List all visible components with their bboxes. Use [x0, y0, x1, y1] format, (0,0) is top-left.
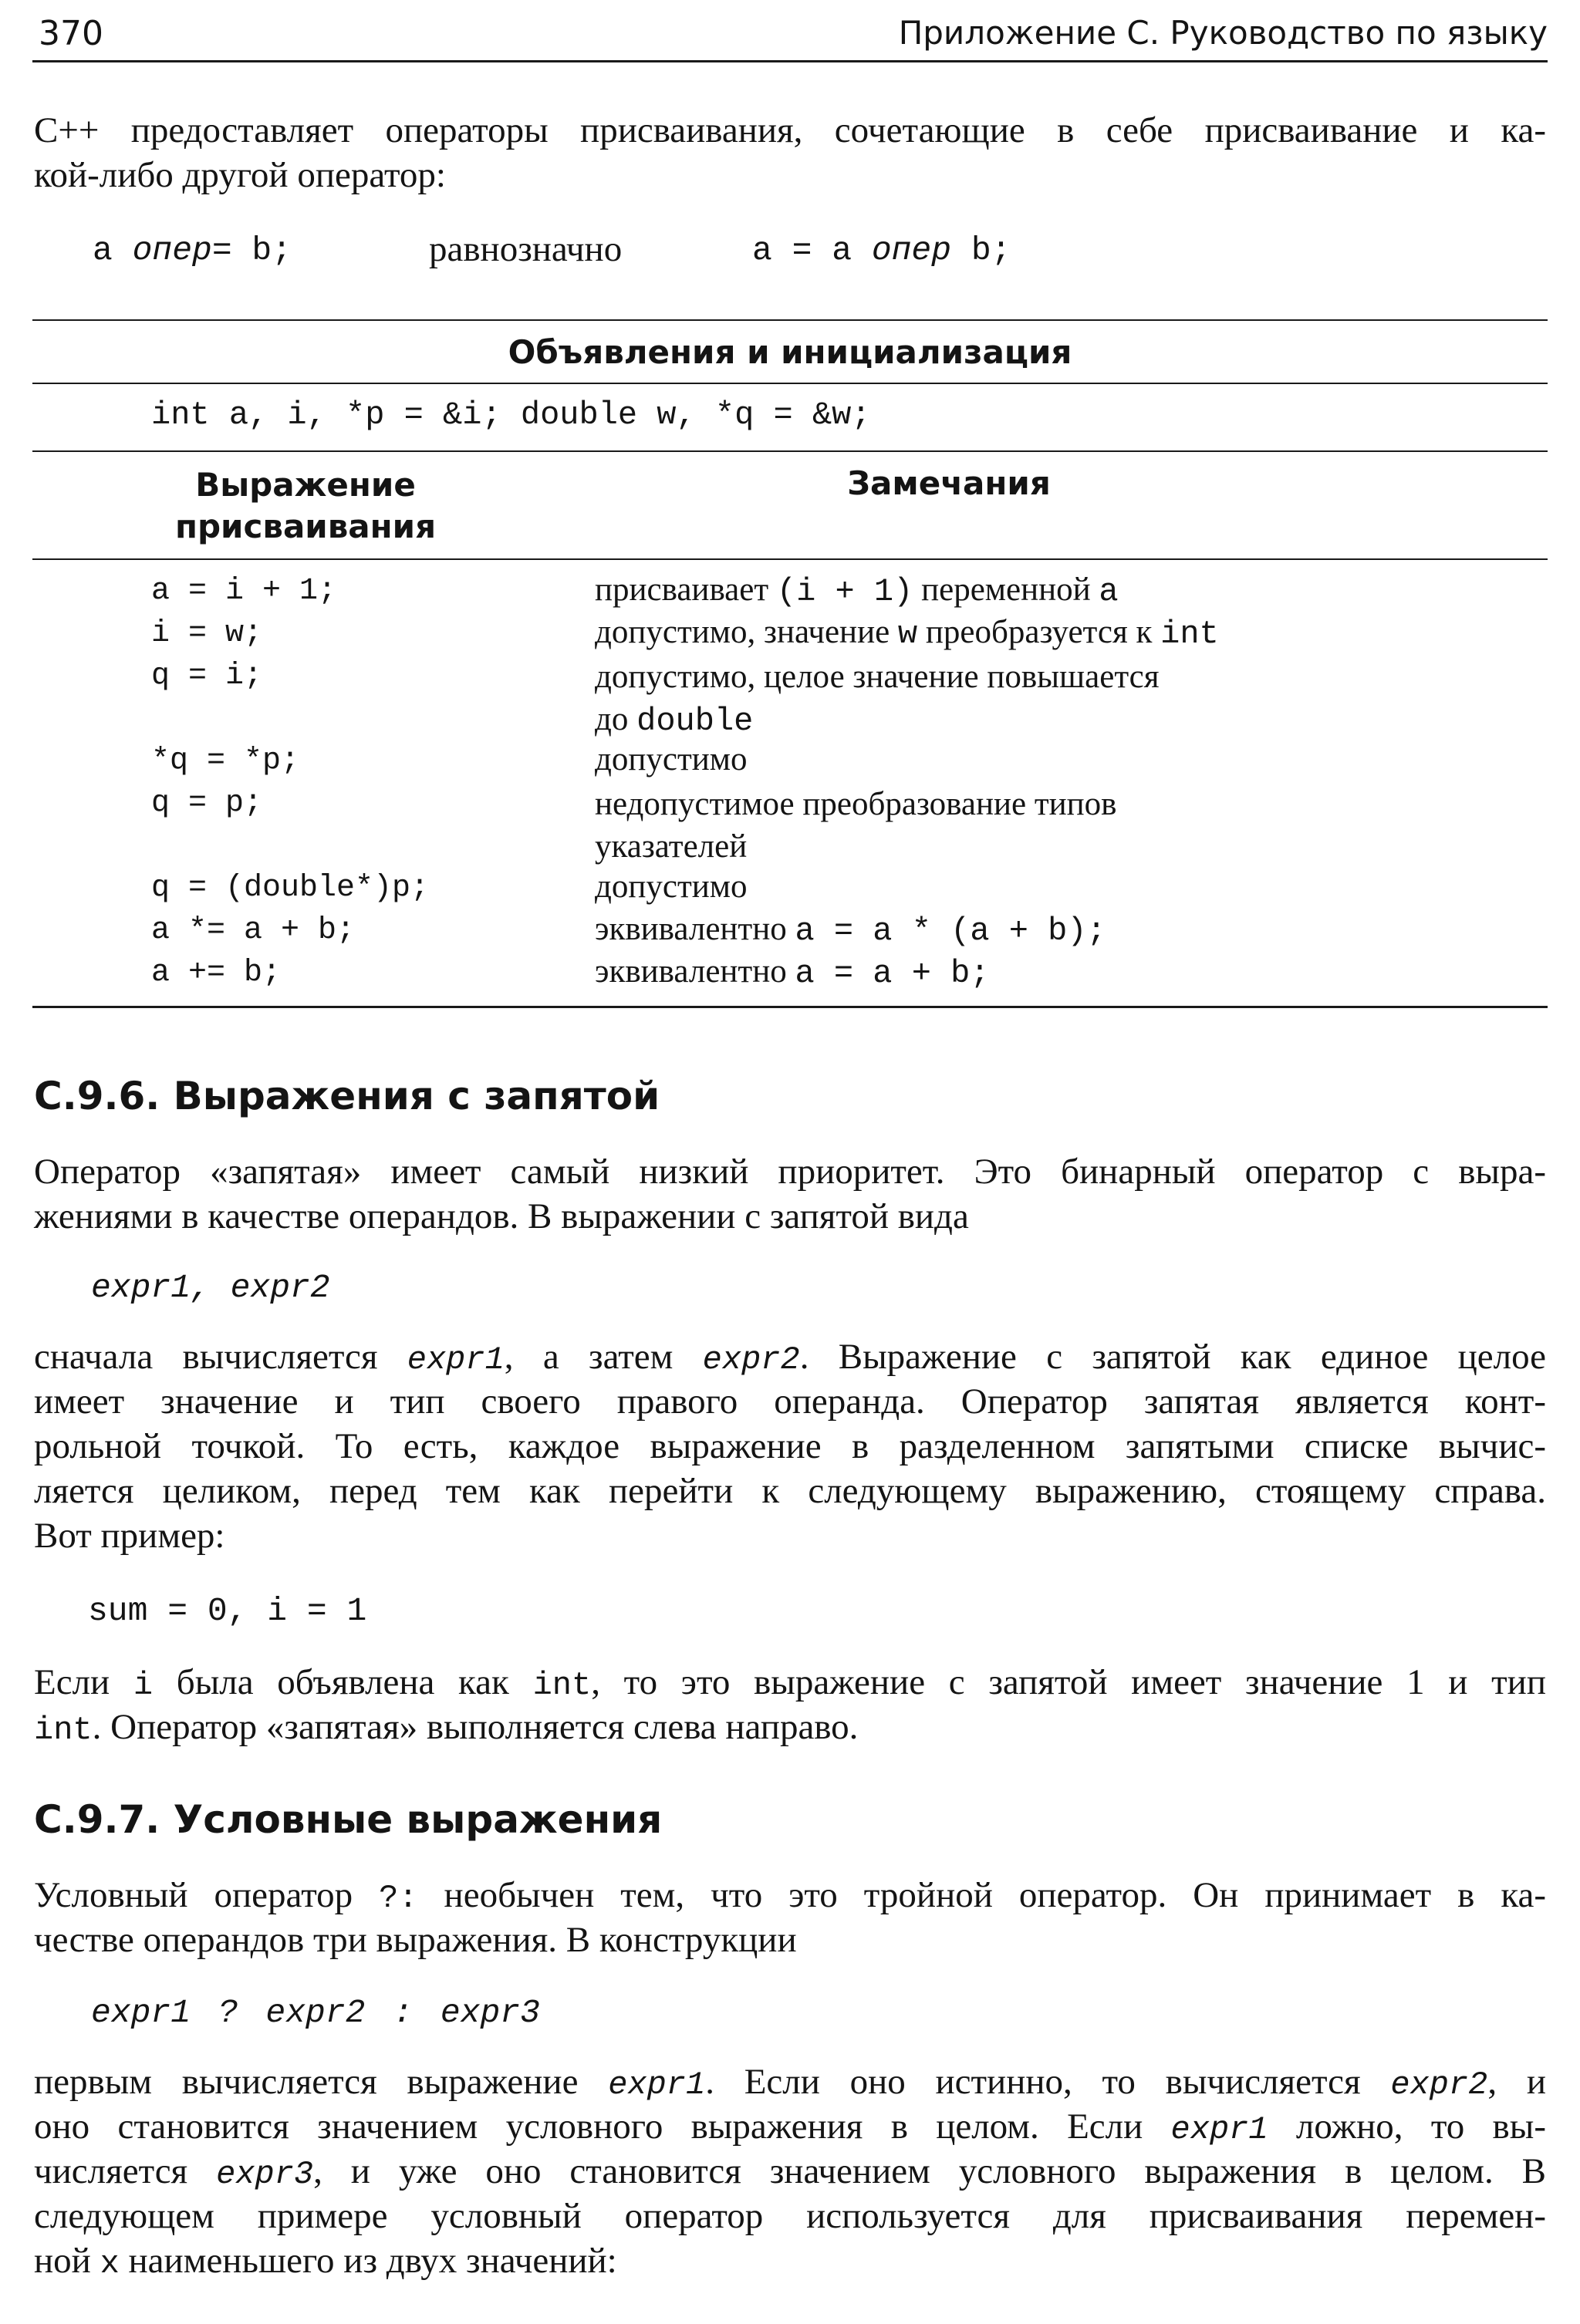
- c97-p2-line-5: ной x наименьшего из двух значений:: [34, 2241, 617, 2282]
- c96-p3-line-1: Если i была объявлена как int, то это выражение с запятой имеет значение 1 и тип: [34, 1662, 1546, 1704]
- c97-p2-line-2: оно становится значением условного выражения в целом. Если expr1 ложно, то вы-: [34, 2106, 1546, 2148]
- c97-p2-line-1: первым вычисляется выражение expr1. Если оно истинно, то вычисляется expr2, и: [34, 2062, 1546, 2103]
- c96-p2-line-2: имеет значение и тип своего правого операнда. Оператор запятая является конт-: [34, 1381, 1546, 1422]
- col-header-remarks: Замечания: [847, 464, 1051, 502]
- table-row-expr: a += b;: [151, 956, 282, 990]
- table-row-expr: q = (double*)p;: [151, 871, 430, 906]
- table-row-note: эквивалентно a = a + b;: [595, 953, 990, 992]
- table-row-note: допустимо, целое значение повышается до double: [595, 659, 1160, 740]
- table-row-note: эквивалентно a = a * (a + b);: [595, 911, 1106, 950]
- intro-line-1: C++ предоставляет операторы присваивания, сочетающие в себе присваивание и ка-: [34, 110, 1546, 150]
- c96-p2-line-4: ляется целиком, перед тем как перейти к следующему выражению, стоящему справа.: [34, 1471, 1546, 1511]
- formula-left: a опер= b;: [93, 231, 292, 269]
- header-rule: [32, 60, 1548, 62]
- table-title-rule: [32, 383, 1548, 384]
- table-row-expr: a *= a + b;: [151, 913, 356, 948]
- formula-middle-word: равнозначно: [429, 229, 623, 269]
- col-header-expression: Выражение присваивания: [174, 466, 437, 545]
- table-header-rule: [32, 558, 1548, 560]
- c96-code-example-2: sum = 0, i = 1: [88, 1592, 367, 1630]
- c96-p1-line-1: Оператор «запятая» имеет самый низкий приоритет. Это бинарный оператор с выра-: [34, 1152, 1546, 1192]
- table-row-note: недопустимое преобразование типов указателей: [595, 786, 1117, 865]
- formula-right: a = a опер b;: [752, 231, 1011, 269]
- table-row-note: допустимо: [595, 741, 748, 777]
- c96-p3-line-2: int. Оператор «запятая» выполняется слева направо.: [34, 1707, 859, 1749]
- table-row-note: присваивает (i + 1) переменной a: [595, 572, 1119, 610]
- table-declaration: int a, i, *p = &i; double w, *q = &w;: [151, 396, 871, 433]
- table-title: Объявления и инициализация: [508, 333, 1072, 371]
- table-top-rule: [32, 319, 1548, 321]
- table-row-expr: q = p;: [151, 786, 263, 821]
- table-row-expr: i = w;: [151, 616, 263, 651]
- table-row-note: допустимо, значение w преобразуется к int: [595, 614, 1219, 653]
- intro-line-2: кой-либо другой оператор:: [34, 155, 446, 195]
- c97-p1-line-1: Условный оператор ?: необычен тем, что это тройной оператор. Он принимает в ка-: [34, 1875, 1546, 1917]
- section-heading-c96: С.9.6. Выражения с запятой: [34, 1074, 660, 1118]
- c96-p2-line-1: сначала вычисляется expr1, а затем expr2. Выражение с запятой как единое целое: [34, 1337, 1547, 1378]
- table-row-expr: q = i;: [151, 659, 263, 693]
- table-row-expr: *q = *p;: [151, 744, 300, 778]
- c97-code-example-1: expr1 ? expr2 : expr3: [91, 1994, 540, 2032]
- section-heading-c97: С.9.7. Условные выражения: [34, 1797, 663, 1842]
- c97-p1-line-2: честве операндов три выражения. В конструкции: [34, 1920, 797, 1960]
- table-bottom-rule: [32, 1006, 1548, 1008]
- c97-p2-line-3: числяется expr3, и уже оно становится значением условного выражения в целом. В: [34, 2151, 1546, 2193]
- table-row-note: допустимо: [595, 869, 748, 905]
- c97-p2-line-4: следующем примере условный оператор используется для присваивания перемен-: [34, 2196, 1546, 2236]
- table-row-expr: a = i + 1;: [151, 574, 337, 609]
- c96-p2-line-3: рольной точкой. То есть, каждое выражение в разделенном запятыми списке вычис-: [34, 1426, 1546, 1466]
- c96-p1-line-2: жениями в качестве операндов. В выражении с запятой вида: [34, 1196, 969, 1236]
- page-number: 370: [39, 14, 103, 53]
- table-decl-rule: [32, 450, 1548, 452]
- c96-code-example-1: expr1, expr2: [91, 1269, 330, 1307]
- c96-p2-line-5: Вот пример:: [34, 1516, 225, 1556]
- running-title: Приложение С. Руководство по языку: [898, 14, 1548, 52]
